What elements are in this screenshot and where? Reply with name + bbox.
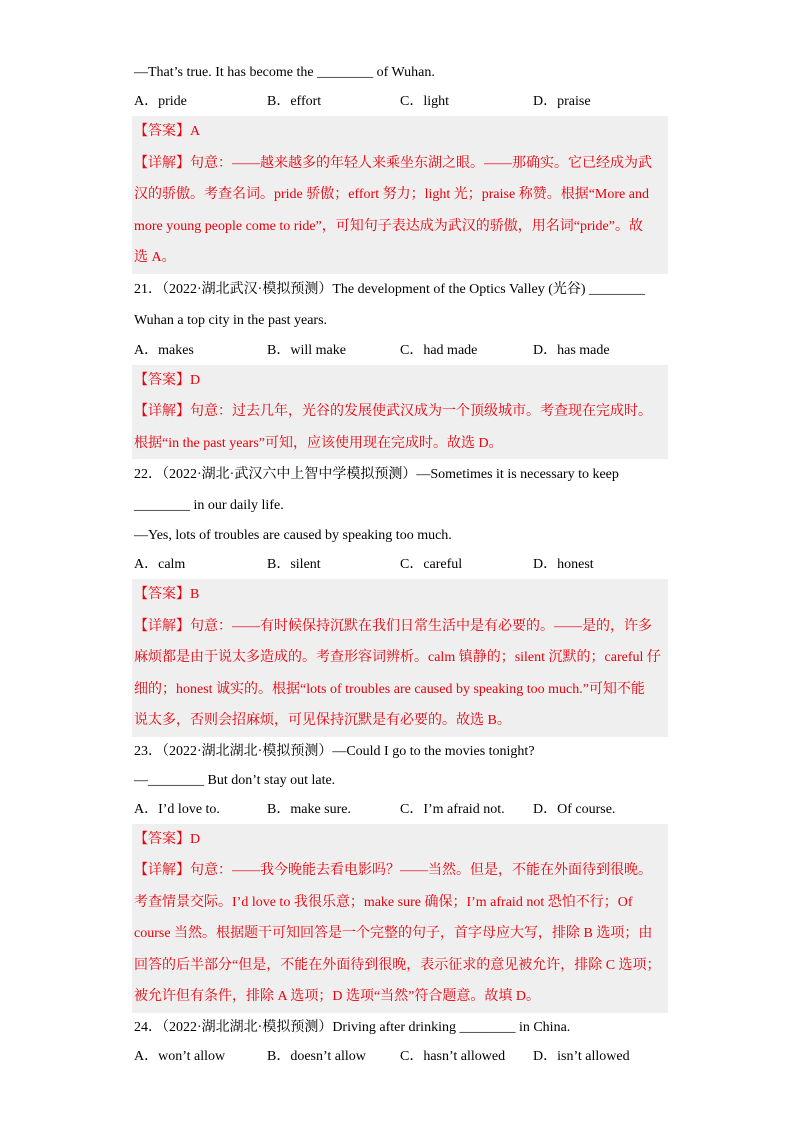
answer-box (132, 579, 668, 737)
option-c: C．had made (400, 342, 478, 358)
options-row (134, 336, 666, 365)
option-a: A．pride (134, 94, 187, 109)
answer-box (132, 824, 668, 1013)
option-a: A．makes (134, 342, 194, 358)
question-line: 22．（2022·湖北·武汉六中上智中学模拟预测）—Sometimes it is necessary to keep (134, 467, 619, 482)
question-20-block (134, 58, 666, 274)
explanation-line: 根据“in the past years”可知，应该使用现在完成时。故选 D。 (134, 435, 503, 451)
answer-line: 【答案】D (134, 372, 201, 388)
question-24-block (134, 1013, 666, 1071)
question-22-block (134, 459, 666, 737)
explanation-line: 考查情景交际。I’d love to 我很乐意；make sure 确保；I’m afraid not 恐怕不行；Of (134, 894, 633, 910)
explanation-line: course 当然。根据题干可知回答是一个完整的句子，首字母应大写，排除 B 选项；由 (134, 926, 653, 941)
options-row (134, 1042, 666, 1071)
option-b: B．doesn’t allow (267, 1048, 366, 1064)
explanation-line: 麻烦都是由于说太多造成的。考查形容词辨析。calm 镇静的；silent 沉默的；careful 仔 (134, 650, 661, 665)
question-line: —That’s true. It has become the ________ of Wuhan. (134, 65, 435, 80)
explanation-line: 汉的骄傲。考查名词。pride 骄傲；effort 努力；light 光；praise 称赞。根据“More and (134, 187, 649, 202)
question-line: 24．（2022·湖北湖北·模拟预测）Driving after drinking ________ in China. (134, 1019, 571, 1035)
answer-line: 【答案】A (134, 124, 201, 139)
options-row (134, 795, 666, 824)
explanation-line: 【详解】句意：——我今晚能去看电影吗？——当然。但是，不能在外面待到很晚。 (134, 863, 652, 878)
option-c: C．careful (400, 557, 463, 572)
options-row (134, 550, 666, 579)
explanation-line: 【详解】句意：——有时候保持沉默在我们日常生活中是有必要的。——是的，许多 (134, 618, 652, 634)
explanation-line: 被允许但有条件，排除 A 选项；D 选项“当然”符合题意。故填 D。 (134, 989, 540, 1004)
explanation-line: 【详解】句意：过去几年，光谷的发展使武汉成为一个顶级城市。考查现在完成时。 (134, 404, 652, 419)
option-d: D．isn’t allowed (533, 1048, 630, 1064)
question-line: —Yes, lots of troubles are caused by speaking too much. (134, 528, 452, 543)
explanation-line: 细的；honest 诚实的。根据“lots of troubles are caused by speaking too much.”可知不能 (134, 681, 645, 697)
option-b: B．will make (267, 342, 346, 358)
option-a: A．won’t allow (134, 1048, 226, 1064)
option-b: B．effort (267, 94, 322, 109)
options-row (134, 87, 666, 116)
explanation-line: 说太多，否则会招麻烦，可见保持沉默是有必要的。故选 B。 (134, 713, 511, 728)
answer-line: 【答案】D (134, 831, 201, 847)
explanation-line: 【详解】句意：——越来越多的年轻人来乘坐东湖之眼。——那确实。它已经成为武 (134, 155, 652, 171)
question-line: Wuhan a top city in the past years. (134, 312, 328, 328)
question-line: 21．（2022·湖北武汉·模拟预测）The development of the Optics Valley (光谷) ________ (134, 281, 646, 297)
question-line: —________ But don’t stay out late. (134, 772, 336, 788)
option-c: C．light (400, 94, 450, 109)
option-d: D．Of course. (533, 801, 616, 817)
option-b: B．make sure. (267, 801, 351, 817)
question-23-block (134, 737, 666, 1013)
option-c: C．hasn’t allowed (400, 1048, 506, 1064)
question-line: ________ in our daily life. (134, 498, 284, 513)
question-line: 23．（2022·湖北湖北·模拟预测）—Could I go to the movies tonight? (134, 743, 535, 759)
answer-box (132, 116, 668, 274)
option-a: A．I’d love to. (134, 801, 220, 817)
answer-box (132, 365, 668, 460)
explanation-line: more young people come to ride”，可知句子表达成为武汉的骄傲，用名词“pride”。故 (134, 218, 643, 234)
explanation-line: 回答的后半部分“但是，不能在外面待到很晚，表示征求的意见被允许，排除 C 选项； (134, 957, 661, 973)
explanation-line: 选 A。 (134, 250, 176, 265)
answer-line: 【答案】B (134, 587, 200, 602)
option-a: A．calm (134, 557, 186, 572)
option-c: C．I’m afraid not. (400, 801, 505, 817)
question-21-block (134, 274, 666, 460)
option-d: D．praise (533, 94, 591, 109)
document-page (134, 58, 666, 1071)
option-d: D．honest (533, 557, 594, 572)
option-b: B．silent (267, 557, 321, 572)
option-d: D．has made (533, 342, 610, 358)
